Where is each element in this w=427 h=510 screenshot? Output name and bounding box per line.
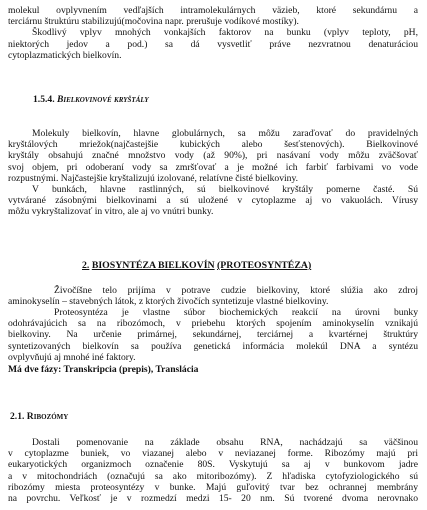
section-heading-1-5-4 bbox=[33, 94, 149, 105]
text-line: V bunkách, hlavne rastlinných, sú bielkovinové kryštály pomerne časté. Sú bbox=[32, 184, 418, 195]
text-line: Živočíšne telo prijíma v potrave cudzie bielkoviny, ktoré slúžia ako zdroj bbox=[54, 285, 418, 296]
heading-number: 2. bbox=[82, 260, 90, 271]
text-line: v cytoplazme buniek, vo viazanej alebo v neviazanej forme. Ribozómy majú pri bbox=[8, 448, 418, 460]
chapter-heading-2 bbox=[82, 260, 311, 271]
text-line: eukaryotických organizmoch označenie 80S. Vyskytujú sa aj v bunkovom jadre bbox=[8, 459, 418, 471]
heading-number: 1.5.4. bbox=[33, 94, 55, 105]
text-line: Má dve fázy: Transkripcia (prepis), Translácia bbox=[8, 364, 199, 375]
text-line: molekul ovplyvnením vedľajších intramolekulárnych väzieb, ktoré sekundárnu a bbox=[8, 5, 418, 16]
section-heading-2-1 bbox=[10, 411, 68, 422]
text-line: niektorých jedov a pod.) sa dá vysvetliť práve nezvratnou denaturáciou bbox=[8, 38, 418, 50]
text-line: odohrávajúcich sa na ribozómoch, v priebehu ktorých spojením aminokyselín vznikajú bbox=[8, 318, 418, 330]
text-line: rozpustnými. Najčastejšie kryštalizujú izolované, relatívne čisté bielkoviny. bbox=[8, 172, 299, 184]
paragraph-animal-proteins bbox=[8, 285, 418, 307]
text-line: Škodlivý vplyv mnohých vonkajších faktorov na bunku (vplyv teploty, pH, bbox=[32, 27, 418, 39]
text-line: aminokyselín – stavebných látok, z ktorých živočích syntetizuje vlastné bielkoviny. bbox=[8, 296, 329, 308]
text-line: môžu vykryštalizovať in vitro, ale aj vo vnútri bunky. bbox=[8, 206, 214, 218]
heading-title: Ribozómy bbox=[26, 411, 69, 422]
text-line: kryštálových mriežok(najčastejšie kubických alebo šesťstenových). Bielkovinové bbox=[8, 139, 418, 151]
text-line: Molekuly bielkovín, hlavne globulárnych, sa môžu zaraďovať do pravidelných bbox=[32, 128, 418, 139]
text-line: bielkoviny. Na určenie primárnej, sekundárnej, terciárnej a kvartérnej štruktúry bbox=[8, 329, 418, 341]
text-line: terciárnu štruktúru stabilizujú(močovina napr. prerušuje vodíkové mostíky). bbox=[8, 16, 299, 28]
heading-number: 2.1. bbox=[10, 411, 25, 422]
text-line: ovplyvňujú aj mnohé iné faktory. bbox=[8, 351, 136, 363]
heading-title: BIOSYNTÉZA BIELKOVÍN bbox=[91, 260, 215, 271]
paragraph-ribosomes bbox=[8, 437, 418, 504]
paragraph-proteosynthesis bbox=[8, 307, 418, 363]
text-line: Dostali pomenovanie na základe obsahu RNA, nachádzajú sa väčšinou bbox=[32, 437, 418, 448]
paragraph-crystals bbox=[8, 128, 418, 184]
text-line: ribozómy miesta proteosyntézy v bunke. Majú guľovitý tvar bez ochrannej membrány bbox=[8, 481, 418, 493]
text-line: cytoplazmatických bielkovín. bbox=[8, 49, 122, 61]
text-line: kryštály obsahujú značné množstvo vody (až 90%), pri nasávaní vody môžu zväčšovať bbox=[8, 150, 418, 162]
heading-title: Bielkovinové kryštály bbox=[57, 94, 149, 105]
text-line: syntetizovaných bielkovín sa používa genetická informácia molekúl DNA a syntézu bbox=[8, 340, 418, 352]
text-line: na povrchu. Veľkosť je v rozmedzí medzi 15- 20 nm. Sú tvorené dvoma nerovnako bbox=[8, 493, 418, 505]
heading-subtitle: (PROTEOSYNTÉZA) bbox=[217, 260, 312, 271]
text-line: vytvárané zásobnými bielkovinami a sú uložené v cytoplazme aj vo vakuolách. Vírusy bbox=[8, 195, 418, 207]
phases-line bbox=[8, 364, 418, 375]
text-line: a v mitochondriách (označujú sa ako mitoribozómy). Z hľadiska cytofyziologického sú bbox=[8, 470, 418, 482]
text-line: svoj objem, pri odoberaní vody sa zmršťovať a je možné ich farbiť farbivami vo vode bbox=[8, 161, 418, 173]
paragraph-plant-crystals bbox=[8, 184, 418, 218]
text-line: Proteosyntéza je vlastne súbor biochemických reakcií na úrovni bunky bbox=[54, 307, 418, 318]
paragraph-denaturation-end bbox=[8, 5, 418, 61]
